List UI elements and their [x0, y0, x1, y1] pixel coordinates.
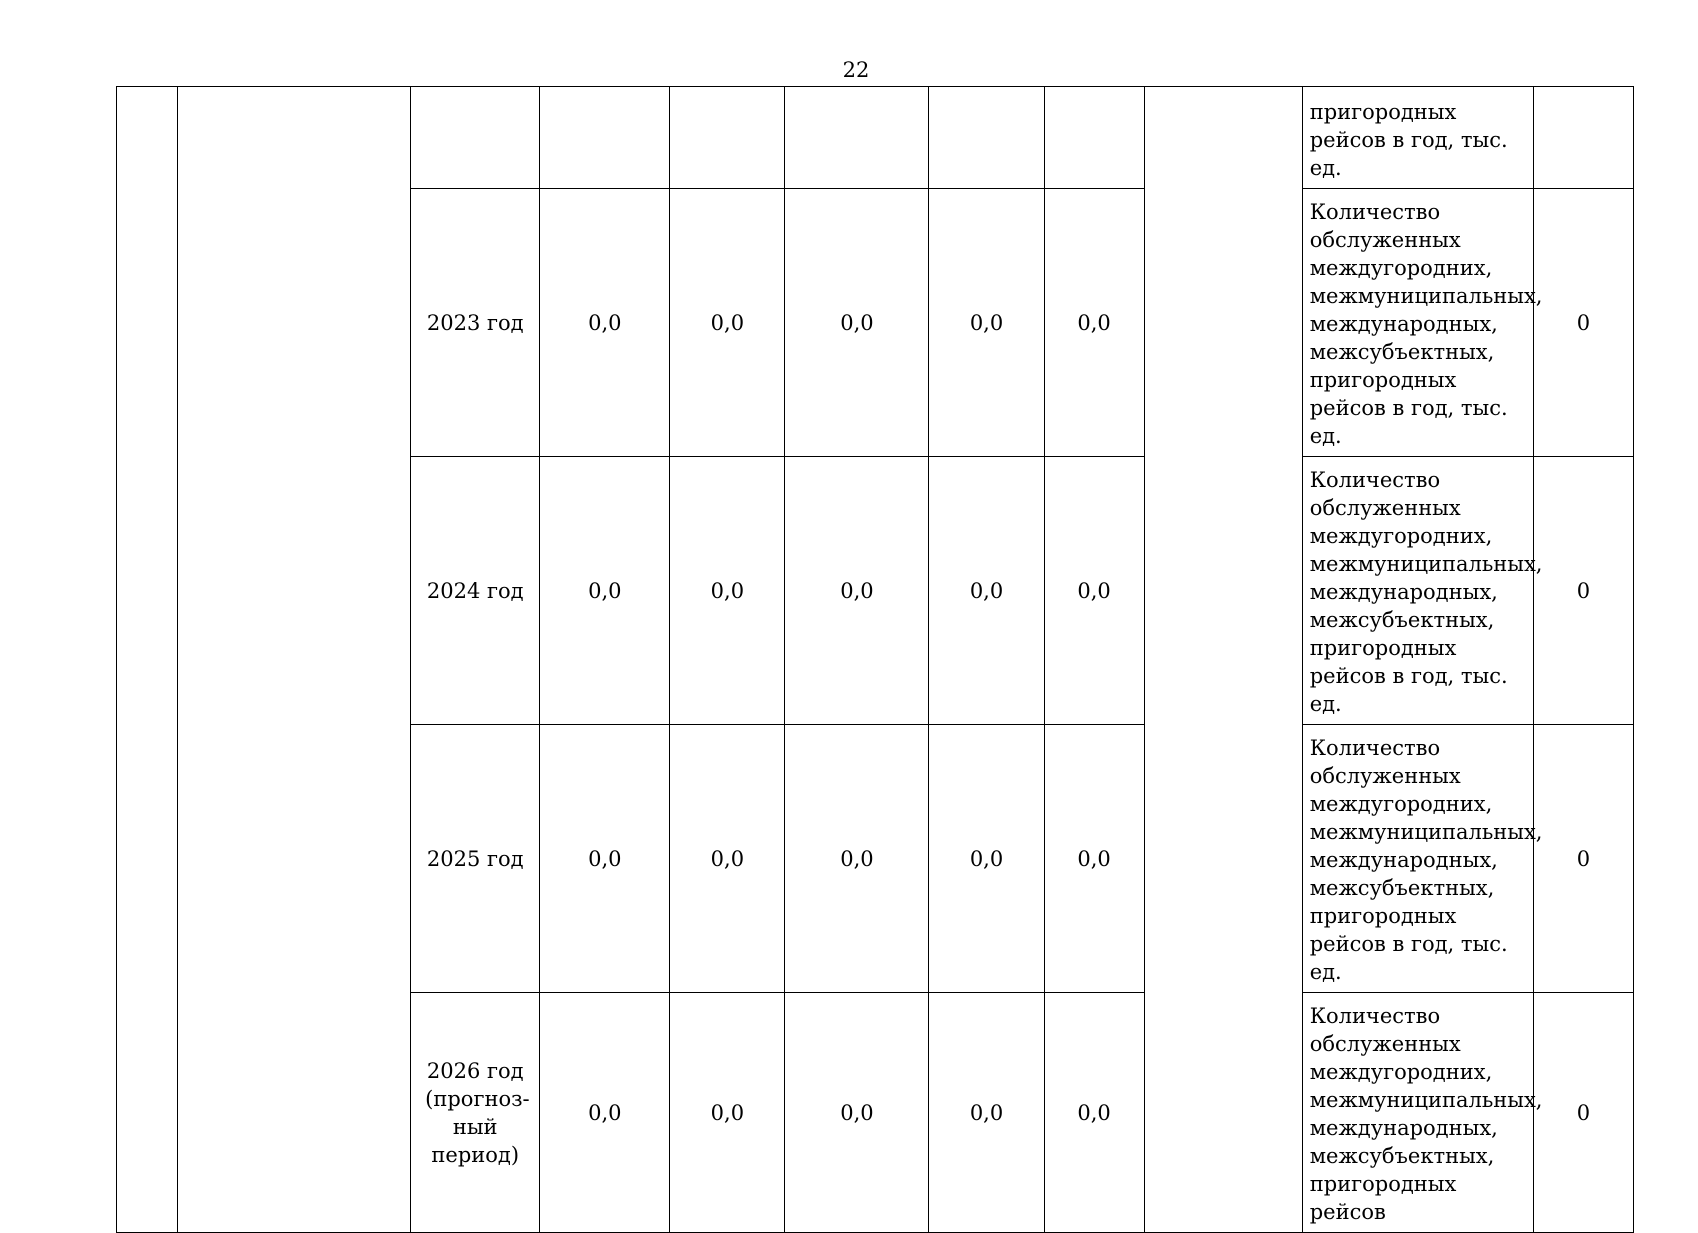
- value-cell: 0,0: [785, 189, 929, 457]
- indicator-cell: Количество обслуженных междугородних, межмуниципальных, международных, межсубъектных, пригородных рейсов в год, тыс. ед.: [1302, 189, 1533, 457]
- value-cell: [785, 87, 929, 189]
- value-cell: 0,0: [670, 725, 785, 993]
- value-cell: 0,0: [1044, 993, 1144, 1233]
- value-cell: 0,0: [670, 457, 785, 725]
- year-cell: 2024 год: [411, 457, 540, 725]
- executor-cell: [1144, 87, 1302, 1233]
- target-value-cell: 0: [1533, 457, 1633, 725]
- value-cell: 0,0: [929, 993, 1044, 1233]
- value-cell: 0,0: [1044, 189, 1144, 457]
- value-cell: 0,0: [785, 725, 929, 993]
- value-cell: [929, 87, 1044, 189]
- number-cell: [117, 87, 178, 1233]
- value-cell: 0,0: [929, 189, 1044, 457]
- target-value-cell: 0: [1533, 993, 1633, 1233]
- indicator-cell: Количество обслуженных междугородних, межмуниципальных, международных, межсубъектных, пригородных рейсов в год, тыс. ед.: [1302, 725, 1533, 993]
- value-cell: 0,0: [929, 725, 1044, 993]
- target-value-cell: 0: [1533, 189, 1633, 457]
- indicator-cell: пригородных рейсов в год, тыс. ед.: [1302, 87, 1533, 189]
- value-cell: [670, 87, 785, 189]
- value-cell: [540, 87, 670, 189]
- value-cell: 0,0: [1044, 457, 1144, 725]
- value-cell: 0,0: [540, 993, 670, 1233]
- activity-name-cell: [178, 87, 411, 1233]
- program-table: [116, 86, 1634, 1233]
- table-row: [117, 87, 1634, 189]
- indicator-cell: Количество обслуженных междугородних, межмуниципальных, международных, межсубъектных, пригородных рейсов в год, тыс. ед.: [1302, 457, 1533, 725]
- target-value-cell: 0: [1533, 725, 1633, 993]
- value-cell: 0,0: [540, 725, 670, 993]
- value-cell: 0,0: [785, 993, 929, 1233]
- value-cell: 0,0: [670, 993, 785, 1233]
- year-cell: 2025 год: [411, 725, 540, 993]
- value-cell: 0,0: [670, 189, 785, 457]
- value-cell: 0,0: [1044, 725, 1144, 993]
- value-cell: 0,0: [929, 457, 1044, 725]
- value-cell: 0,0: [540, 457, 670, 725]
- year-cell: 2026 год (прогноз-ный период): [411, 993, 540, 1233]
- indicator-cell: Количество обслуженных междугородних, межмуниципальных, международных, межсубъектных, пригородных рейсов: [1302, 993, 1533, 1233]
- target-value-cell: [1533, 87, 1633, 189]
- page-number: 22: [842, 58, 870, 82]
- year-cell: 2023 год: [411, 189, 540, 457]
- value-cell: 0,0: [785, 457, 929, 725]
- value-cell: [1044, 87, 1144, 189]
- year-cell: [411, 87, 540, 189]
- value-cell: 0,0: [540, 189, 670, 457]
